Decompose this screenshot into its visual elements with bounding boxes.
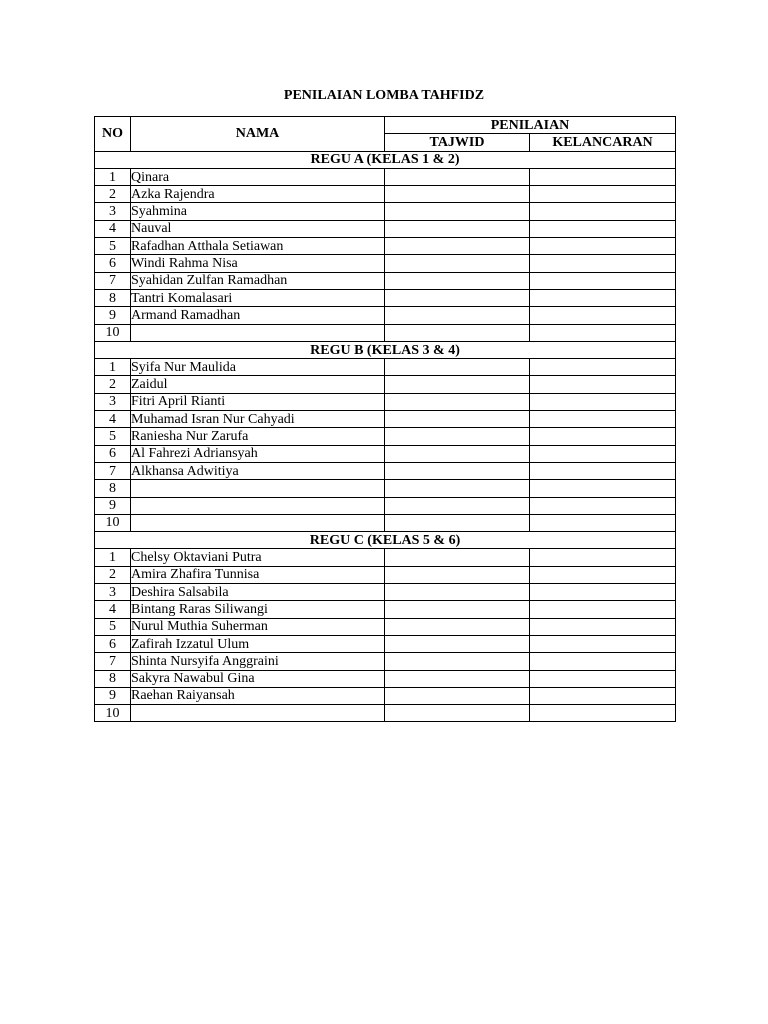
row-number: 6: [95, 635, 131, 652]
tajwid-score-cell: [385, 272, 530, 289]
row-number: 6: [95, 445, 131, 462]
table-row: [95, 272, 676, 289]
table-row: [95, 687, 676, 704]
participant-name: Raniesha Nur Zarufa: [131, 428, 385, 445]
row-number: 10: [95, 705, 131, 722]
row-number: 9: [95, 497, 131, 514]
row-number: 4: [95, 411, 131, 428]
page-title: PENILAIAN LOMBA TAHFIDZ: [283, 88, 485, 103]
row-number: 1: [95, 168, 131, 185]
kelancaran-score-cell: [530, 618, 676, 635]
row-number: 4: [95, 601, 131, 618]
tajwid-score-cell: [385, 445, 530, 462]
row-number: 2: [95, 376, 131, 393]
kelancaran-score-cell: [530, 584, 676, 601]
header-kelancaran: KELANCARAN: [530, 134, 676, 151]
participant-name: Fitri April Rianti: [131, 393, 385, 410]
tajwid-score-cell: [385, 393, 530, 410]
participant-name: Alkhansa Adwitiya: [131, 462, 385, 479]
group-label: REGU A (KELAS 1 & 2): [95, 151, 676, 168]
participant-name: Azka Rajendra: [131, 186, 385, 203]
tajwid-score-cell: [385, 220, 530, 237]
header-tajwid: TAJWID: [385, 134, 530, 151]
header-nama: NAMA: [131, 117, 385, 152]
row-number: 5: [95, 238, 131, 255]
kelancaran-score-cell: [530, 549, 676, 566]
table-row: [95, 549, 676, 566]
row-number: 3: [95, 393, 131, 410]
kelancaran-score-cell: [530, 289, 676, 306]
table-row: [95, 462, 676, 479]
table-row: [95, 497, 676, 514]
row-number: 9: [95, 687, 131, 704]
kelancaran-score-cell: [530, 705, 676, 722]
kelancaran-score-cell: [530, 653, 676, 670]
row-number: 7: [95, 462, 131, 479]
kelancaran-score-cell: [530, 238, 676, 255]
participant-name: Amira Zhafira Tunnisa: [131, 566, 385, 583]
tajwid-score-cell: [385, 497, 530, 514]
table-row: [95, 670, 676, 687]
kelancaran-score-cell: [530, 324, 676, 341]
table-row: [95, 186, 676, 203]
participant-name: Bintang Raras Siliwangi: [131, 601, 385, 618]
row-number: 5: [95, 428, 131, 445]
header-no: NO: [95, 117, 131, 152]
group-label: REGU B (KELAS 3 & 4): [95, 341, 676, 358]
row-number: 2: [95, 186, 131, 203]
table-row: [95, 289, 676, 306]
kelancaran-score-cell: [530, 514, 676, 531]
table-row: [95, 584, 676, 601]
tajwid-score-cell: [385, 411, 530, 428]
kelancaran-score-cell: [530, 203, 676, 220]
participant-name: Al Fahrezi Adriansyah: [131, 445, 385, 462]
kelancaran-score-cell: [530, 272, 676, 289]
tajwid-score-cell: [385, 653, 530, 670]
kelancaran-score-cell: [530, 186, 676, 203]
row-number: 3: [95, 203, 131, 220]
header-penilaian: PENILAIAN: [385, 117, 676, 134]
participant-name: [131, 705, 385, 722]
tajwid-score-cell: [385, 186, 530, 203]
kelancaran-score-cell: [530, 670, 676, 687]
row-number: 8: [95, 289, 131, 306]
row-number: 10: [95, 324, 131, 341]
table-row: [95, 514, 676, 531]
participant-name: [131, 324, 385, 341]
kelancaran-score-cell: [530, 566, 676, 583]
row-number: 4: [95, 220, 131, 237]
row-number: 10: [95, 514, 131, 531]
table-row: [95, 653, 676, 670]
participant-name: Nauval: [131, 220, 385, 237]
table-body: [95, 151, 676, 722]
participant-name: Qinara: [131, 168, 385, 185]
row-number: 6: [95, 255, 131, 272]
tajwid-score-cell: [385, 480, 530, 497]
table-row: [95, 445, 676, 462]
group-row: [95, 151, 676, 168]
participant-name: Raehan Raiyansah: [131, 687, 385, 704]
row-number: 1: [95, 359, 131, 376]
table-row: [95, 203, 676, 220]
tajwid-score-cell: [385, 359, 530, 376]
table-row: [95, 601, 676, 618]
participant-name: Tantri Komalasari: [131, 289, 385, 306]
participant-name: Armand Ramadhan: [131, 307, 385, 324]
participant-name: Zafirah Izzatul Ulum: [131, 635, 385, 652]
kelancaran-score-cell: [530, 428, 676, 445]
participant-name: [131, 497, 385, 514]
participant-name: Windi Rahma Nisa: [131, 255, 385, 272]
tajwid-score-cell: [385, 203, 530, 220]
participant-name: Syahidan Zulfan Ramadhan: [131, 272, 385, 289]
group-label: REGU C (KELAS 5 & 6): [95, 532, 676, 549]
tajwid-score-cell: [385, 428, 530, 445]
participant-name: Muhamad Isran Nur Cahyadi: [131, 411, 385, 428]
kelancaran-score-cell: [530, 411, 676, 428]
tajwid-score-cell: [385, 566, 530, 583]
kelancaran-score-cell: [530, 635, 676, 652]
tajwid-score-cell: [385, 601, 530, 618]
table-row: [95, 428, 676, 445]
tajwid-score-cell: [385, 289, 530, 306]
kelancaran-score-cell: [530, 393, 676, 410]
participant-name: Syahmina: [131, 203, 385, 220]
row-number: 3: [95, 584, 131, 601]
participant-name: Nurul Muthia Suherman: [131, 618, 385, 635]
tajwid-score-cell: [385, 584, 530, 601]
participant-name: Sakyra Nawabul Gina: [131, 670, 385, 687]
tajwid-score-cell: [385, 635, 530, 652]
kelancaran-score-cell: [530, 255, 676, 272]
kelancaran-score-cell: [530, 601, 676, 618]
row-number: 1: [95, 549, 131, 566]
participant-name: Syifa Nur Maulida: [131, 359, 385, 376]
group-row: [95, 341, 676, 358]
row-number: 9: [95, 307, 131, 324]
participant-name: Rafadhan Atthala Setiawan: [131, 238, 385, 255]
tajwid-score-cell: [385, 376, 530, 393]
kelancaran-score-cell: [530, 480, 676, 497]
group-row: [95, 532, 676, 549]
table-row: [95, 220, 676, 237]
kelancaran-score-cell: [530, 687, 676, 704]
table-row: [95, 255, 676, 272]
participant-name: Deshira Salsabila: [131, 584, 385, 601]
row-number: 8: [95, 480, 131, 497]
tajwid-score-cell: [385, 670, 530, 687]
table-row: [95, 566, 676, 583]
table-row: [95, 324, 676, 341]
participant-name: Zaidul: [131, 376, 385, 393]
score-table: [94, 116, 676, 722]
table-row: [95, 411, 676, 428]
tajwid-score-cell: [385, 324, 530, 341]
participant-name: [131, 514, 385, 531]
kelancaran-score-cell: [530, 220, 676, 237]
tajwid-score-cell: [385, 462, 530, 479]
table-row: [95, 238, 676, 255]
table-row: [95, 376, 676, 393]
table-row: [95, 635, 676, 652]
row-number: 5: [95, 618, 131, 635]
participant-name: Shinta Nursyifa Anggraini: [131, 653, 385, 670]
tajwid-score-cell: [385, 238, 530, 255]
kelancaran-score-cell: [530, 497, 676, 514]
kelancaran-score-cell: [530, 376, 676, 393]
table-row: [95, 618, 676, 635]
tajwid-score-cell: [385, 168, 530, 185]
tajwid-score-cell: [385, 307, 530, 324]
row-number: 2: [95, 566, 131, 583]
row-number: 7: [95, 272, 131, 289]
table-row: [95, 359, 676, 376]
participant-name: [131, 480, 385, 497]
table-row: [95, 705, 676, 722]
participant-name: Chelsy Oktaviani Putra: [131, 549, 385, 566]
kelancaran-score-cell: [530, 168, 676, 185]
table-row: [95, 480, 676, 497]
kelancaran-score-cell: [530, 462, 676, 479]
tajwid-score-cell: [385, 705, 530, 722]
kelancaran-score-cell: [530, 307, 676, 324]
table-row: [95, 393, 676, 410]
kelancaran-score-cell: [530, 445, 676, 462]
row-number: 7: [95, 653, 131, 670]
table-header: [95, 117, 676, 152]
tajwid-score-cell: [385, 549, 530, 566]
tajwid-score-cell: [385, 255, 530, 272]
table-row: [95, 307, 676, 324]
tajwid-score-cell: [385, 687, 530, 704]
tajwid-score-cell: [385, 514, 530, 531]
table-row: [95, 168, 676, 185]
row-number: 8: [95, 670, 131, 687]
kelancaran-score-cell: [530, 359, 676, 376]
tajwid-score-cell: [385, 618, 530, 635]
